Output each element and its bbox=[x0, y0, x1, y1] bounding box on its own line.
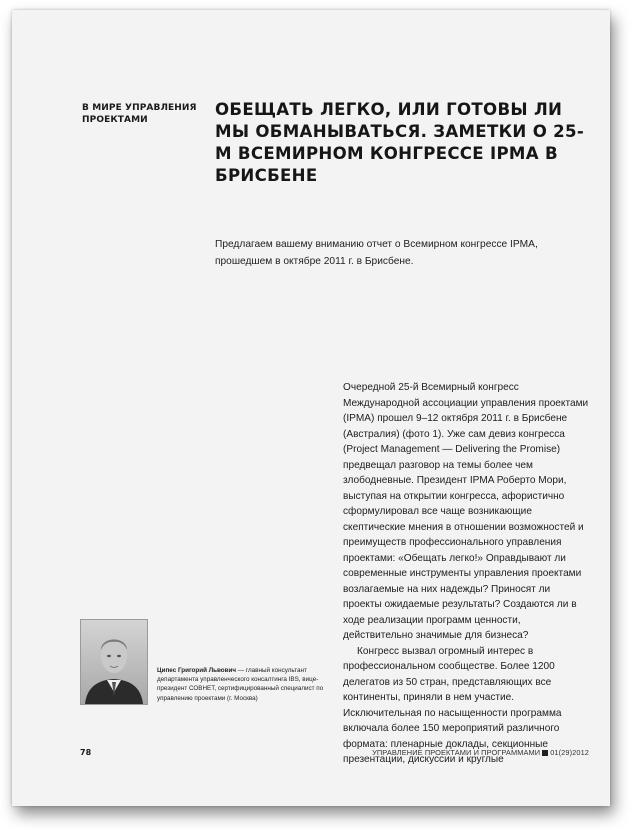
article-title: ОБЕЩАТЬ ЛЕГКО, ИЛИ ГОТОВЫ ЛИ МЫ ОБМАНЫВАТЬСЯ. ЗАМЕТКИ О 25-М ВСЕМИРНОМ КОНГРЕССЕ IPMA В БРИСБЕНЕ bbox=[215, 100, 585, 185]
author-description: — главный консультант департамента управленческого консалтинга IBS, вице-президент СОВНЕТ, сертифицированный специалист по управлению проектами (г. Москва) bbox=[157, 667, 324, 702]
journal-footer bbox=[372, 748, 589, 757]
author-name: Ципес Григорий Львович bbox=[157, 667, 237, 674]
square-bullet-icon bbox=[542, 750, 548, 756]
article-body bbox=[343, 380, 589, 768]
author-caption bbox=[157, 666, 329, 703]
author-photo bbox=[80, 619, 148, 705]
journal-page bbox=[12, 10, 610, 806]
journal-issue: 01(29)2012 bbox=[550, 748, 589, 757]
body-paragraph-1: Очередной 25-й Всемирный конгресс Международной ассоциации управления проектами (IPMA) прошел 9–12 октября 2011 г. в Брисбене (Австралия) (фото 1). Уже сам девиз конгресса (Project Management — Delivering the Promise) предвещал разговор на темы более чем злободневные. Президент IPMA Роберто Мори, выступая на открытии конгресса, афористично сформулировал все чаще возникающие скептические мнения в отношении возможностей и преимуществ профессионального управления проектами: «Обещать легко!» Оправдывают ли современные инструменты управления проектами возлагаемые на них надежды? Приносят ли проекты ожидаемые результаты? Создаются ли в ходе реализации программ ценности, действительно значимые для бизнеса? bbox=[343, 382, 589, 641]
body-paragraph-2: Конгресс вызвал огромный интерес в профессиональном сообществе. Более 1200 делегатов из 50 стран, представляющих все континенты, приняли в нем участие. Исключительная по насыщенности программа включала более 150 мероприятий различного формата: пленарные доклады, секционные презентации, дискуссии и круглые bbox=[343, 645, 562, 765]
author-portrait-icon bbox=[81, 620, 147, 704]
journal-name: УПРАВЛЕНИЕ ПРОЕКТАМИ И ПРОГРАММАМИ bbox=[372, 748, 541, 757]
page-number: 78 bbox=[80, 748, 92, 757]
section-label: В МИРЕ УПРАВЛЕНИЯ ПРОЕКТАМИ bbox=[82, 103, 197, 125]
article-lead: Предлагаем вашему вниманию отчет о Всемирном конгрессе IPMA, прошедшем в октябре 2011 г. в Брисбене. bbox=[215, 239, 538, 267]
